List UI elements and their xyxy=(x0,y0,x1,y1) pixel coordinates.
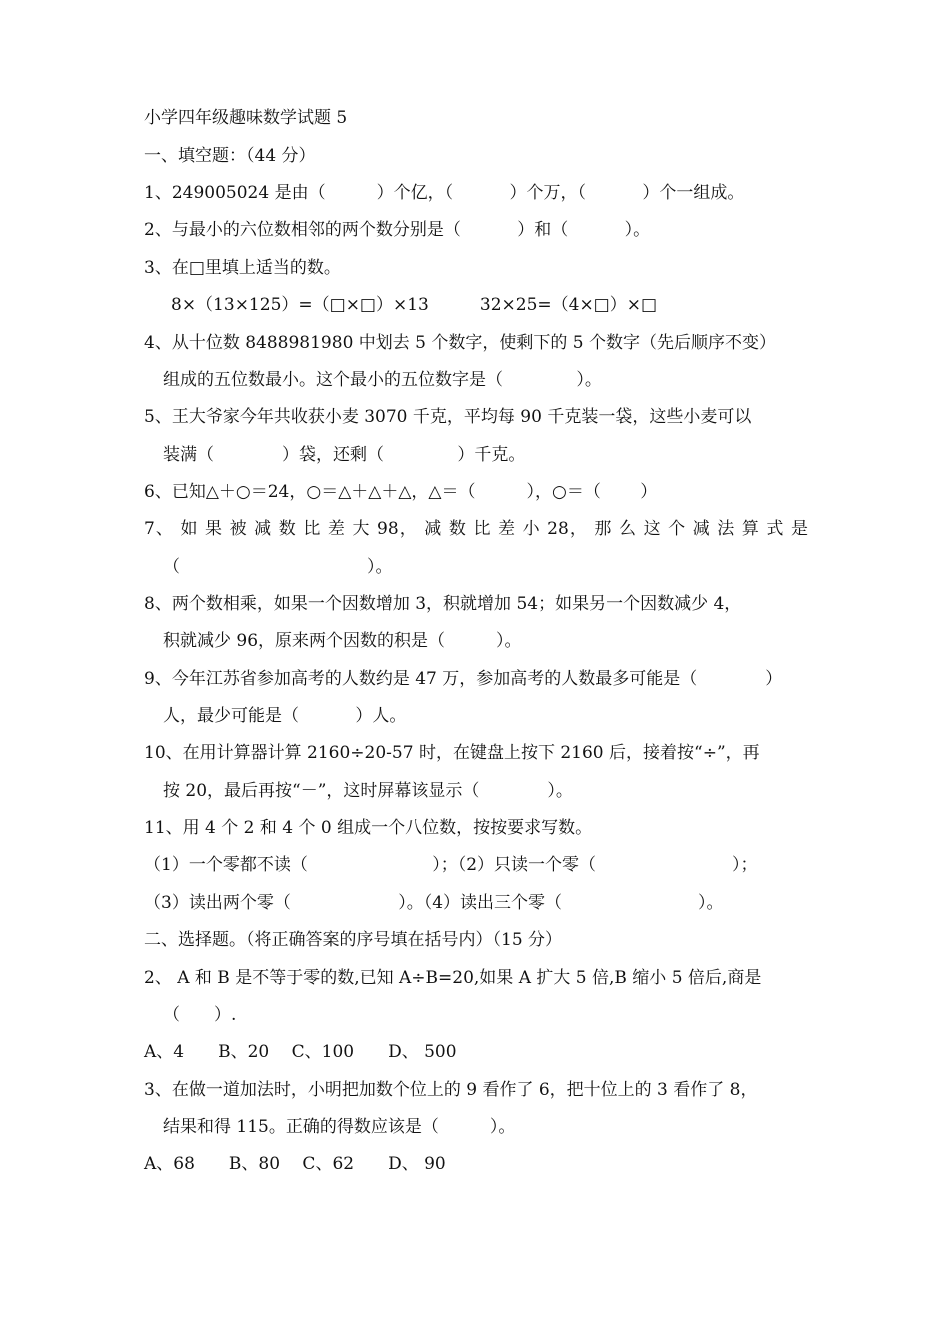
question-5-line-1: 5、王大爷家今年共收获小麦 3070 千克，平均每 90 千克装一袋，这些小麦可以 xyxy=(144,407,752,427)
question-8-line-1: 8、两个数相乘，如果一个因数增加 3，积就增加 54；如果另一个因数减少 4， xyxy=(144,594,742,614)
question-4-line-1: 4、从十位数 8488981980 中划去 5 个数字，使剩下的 5 个数字（先后顺序不变） xyxy=(144,333,777,353)
question-9-line-2: 人，最少可能是（ ）人。 xyxy=(163,706,407,726)
choice-3-line-2: 结果和得 115。正确的得数应该是（ ）。 xyxy=(163,1117,516,1137)
question-4-line-2: 组成的五位数最小。这个最小的五位数字是（ ）。 xyxy=(163,370,602,390)
question-11-part-1-2: （1）一个零都不读（ ）；（2）只读一个零（ ）； xyxy=(144,855,758,875)
section-fill-blank-heading: 一、填空题：（44 分） xyxy=(144,146,316,166)
question-6: 6、已知△＋○＝24，○＝△＋△＋△，△＝（ ），○＝（ ） xyxy=(144,482,658,502)
question-11-part-3-4: （3）读出两个零（ ）。（4）读出三个零（ ）。 xyxy=(144,893,724,913)
question-8-line-2: 积就减少 96，原来两个因数的积是（ ）。 xyxy=(163,631,522,651)
question-11: 11、用 4 个 2 和 4 个 0 组成一个八位数，按按要求写数。 xyxy=(144,818,593,838)
question-10-line-1: 10、在用计算器计算 2160÷20-57 时，在键盘上按下 2160 后，接着按“÷”，再 xyxy=(144,743,760,763)
choice-2-options: A、4 B、20 C、100 D、 500 xyxy=(144,1042,457,1062)
question-5-line-2: 装满（ ）袋，还剩（ ）千克。 xyxy=(163,445,526,465)
choice-2-line-1: 2、 A 和 B 是不等于零的数,已知 A÷B=20,如果 A 扩大 5 倍,B 缩小 5 倍后,商是 xyxy=(144,968,762,988)
question-9-line-1: 9、今年江苏省参加高考的人数约是 47 万，参加高考的人数最多可能是（ ） xyxy=(144,669,783,689)
question-7-line-2: （ ）。 xyxy=(163,557,393,577)
question-3-equations: 8×（13×125）=（□×□）×13 32×25=（4×□）×□ xyxy=(171,295,658,315)
question-7-line-1: 7、 如 果 被 减 数 比 差 大 98， 减 数 比 差 小 28， 那 么 这 个 减 法 算 式 是 xyxy=(144,519,808,539)
question-2: 2、与最小的六位数相邻的两个数分别是（ ）和（ ）。 xyxy=(144,220,651,240)
choice-3-options: A、68 B、80 C、62 D、 90 xyxy=(144,1154,446,1174)
section-choice-heading: 二、选择题。（将正确答案的序号填在括号内）（15 分） xyxy=(144,930,563,950)
choice-3-line-1: 3、在做一道加法时，小明把加数个位上的 9 看作了 6，把十位上的 3 看作了 8， xyxy=(144,1080,758,1100)
page-title: 小学四年级趣味数学试题 5 xyxy=(144,108,348,128)
question-1: 1、249005024 是由（ ）个亿，（ ）个万，（ ）个一组成。 xyxy=(144,183,745,203)
choice-2-line-2: （ ）. xyxy=(163,1005,237,1025)
question-10-line-2: 按 20，最后再按“－”，这时屏幕该显示（ ）。 xyxy=(163,781,573,801)
question-3: 3、在□里填上适当的数。 xyxy=(144,258,341,278)
